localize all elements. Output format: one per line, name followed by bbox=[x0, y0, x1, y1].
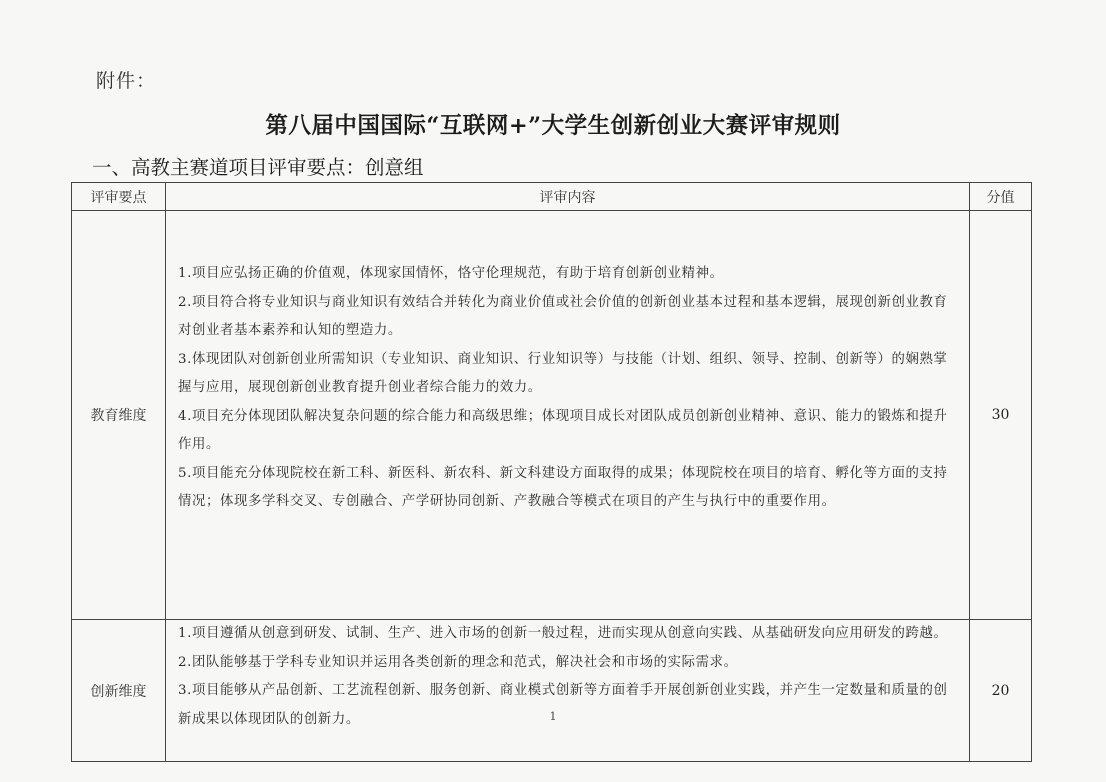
criterion-item: 5.项目能充分体现院校在新工科、新医科、新农科、新文科建设方面取得的成果；体现院校在项目的培育、孵化等方面的支持情况；体现多学科交叉、专创融合、产学研协同创新、产教融合等模式在项目的产生与执行中的重要作用。 bbox=[178, 465, 948, 509]
criterion-item: 2.项目符合将专业知识与商业知识有效结合并转化为商业价值或社会价值的创新创业基本过程和基本逻辑，展现创新创业教育对创业者基本素养和认知的塑造力。 bbox=[178, 294, 948, 338]
criterion-item: 4.项目充分体现团队解决复杂问题的综合能力和高级思维；体现项目成长对团队成员创新创业精神、意识、能力的锻炼和提升作用。 bbox=[178, 408, 948, 452]
table-row-education bbox=[72, 211, 1032, 620]
score-innovation: 20 bbox=[970, 620, 1032, 762]
review-content-innovation bbox=[166, 620, 970, 762]
criterion-item: 2.团队能够基于学科专业知识并运用各类创新的理念和范式，解决社会和市场的实际需求。 bbox=[178, 654, 738, 670]
review-point-education: 教育维度 bbox=[72, 211, 166, 620]
review-point-innovation: 创新维度 bbox=[72, 620, 166, 762]
review-content-education bbox=[166, 211, 970, 620]
page-number: 1 bbox=[549, 710, 557, 723]
header-score: 分值 bbox=[970, 183, 1032, 211]
document-title: 第八届中国国际“互联网+”大学生创新创业大赛评审规则 bbox=[265, 113, 841, 139]
score-education: 30 bbox=[970, 211, 1032, 620]
criterion-item: 1.项目遵循从创意到研发、试制、生产、进入市场的创新一般过程，进而实现从创意向实践、从基础研发向应用研发的跨越。 bbox=[178, 626, 948, 641]
header-review-point: 评审要点 bbox=[72, 183, 166, 211]
attachment-label: 附件： bbox=[96, 70, 157, 92]
criterion-item: 1.项目应弘扬正确的价值观，体现家国情怀，恪守伦理规范，有助于培育创新创业精神。 bbox=[178, 266, 724, 281]
section-heading: 一、高教主赛道项目评审要点：创意组 bbox=[92, 156, 424, 179]
criterion-item: 3.体现团队对创新创业所需知识（专业知识、商业知识、行业知识等）与技能（计划、组织、领导、控制、创新等）的娴熟掌握与应用，展现创新创业教育提升创业者综合能力的效力。 bbox=[178, 351, 948, 395]
header-review-content: 评审内容 bbox=[166, 183, 970, 211]
criterion-item: 3.项目能够从产品创新、工艺流程创新、服务创新、商业模式创新等方面着手开展创新创业实践，并产生一定数量和质量的创新成果以体现团队的创新力。 bbox=[178, 683, 948, 727]
table-row-innovation bbox=[72, 620, 1032, 762]
table-header-row bbox=[72, 183, 1032, 211]
review-rules-table bbox=[71, 182, 1032, 762]
